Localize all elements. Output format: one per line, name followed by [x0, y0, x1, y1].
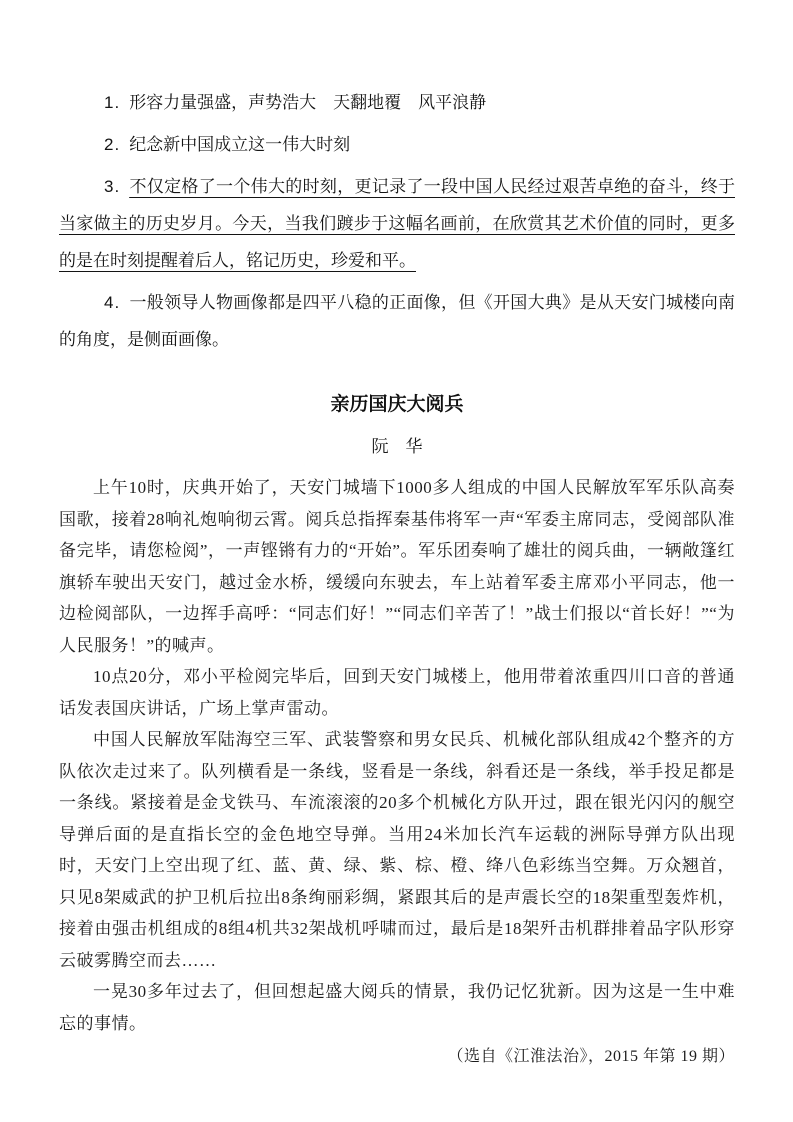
article-paragraph: 一晃30多年过去了，但回想起盛大阅兵的情景，我仍记忆犹新。因为这是一生中难忘的事情。	[59, 982, 735, 1033]
answer-number: 1.	[104, 93, 121, 112]
answer-number: 3.	[104, 177, 121, 196]
answer-text: 一般领导人物画像都是四平八稳的正面像，但《开国大典》是从天安门城楼向南的角度，是侧面画像。	[59, 293, 735, 349]
answer-item-3	[59, 168, 735, 279]
answer-item-2	[59, 126, 735, 163]
answers-section	[59, 84, 735, 358]
answer-text: 纪念新中国成立这一伟大时刻	[129, 135, 351, 154]
article-author: 阮 华	[371, 437, 423, 456]
article-paragraph: 上午10时，庆典开始了，天安门城墙下1000多人组成的中国人民解放军军乐队高奏国歌，接着28响礼炮响彻云霄。阅兵总指挥秦基伟将军一声“军委主席同志，受阅部队准备完毕，请您检阅”，一声铿锵有力的“开始”。军乐团奏响了雄壮的阅兵曲，一辆敞篷红旗轿车驶出天安门，越过金水桥，缓缓向东驶去，车上站着军委主席邓小平同志，他一边检阅部队，一边挥手高呼：“同志们好！”“同志们辛苦了！”战士们报以“首长好！”“为人民服务！”的喊声。	[59, 478, 735, 655]
answer-text-underlined: 不仅定格了一个伟大的时刻，更记录了一段中国人民经过艰苦卓绝的奋斗，终于当家做主的历史岁月。今天，当我们踱步于这幅名画前，在欣赏其艺术价值的同时，更多的是在时刻提醒着后人，铭记历史，珍爱和平。	[59, 177, 735, 270]
article-source: （选自《江淮法治》，2015 年第 19 期）	[447, 1048, 735, 1065]
answer-number: 4.	[104, 293, 121, 312]
article-body	[59, 472, 735, 1039]
answer-number: 2.	[104, 135, 121, 154]
article-paragraph: 10点20分，邓小平检阅完毕后，回到天安门城楼上，他用带着浓重四川口音的普通话发表国庆讲话，广场上掌声雷动。	[59, 667, 735, 718]
answer-text: 形容力量强盛，声势浩大 天翻地覆 风平浪静	[129, 93, 487, 112]
article-paragraph: 中国人民解放军陆海空三军、武装警察和男女民兵、机械化部队组成42个整齐的方队依次走过来了。队列横看是一条线，竖看是一条线，斜看还是一条线，举手投足都是一条线。紧接着是金戈铁马、车流滚滚的20多个机械化方队开过，跟在银光闪闪的舰空导弹后面的是直指长空的金色地空导弹。当用24米加长汽车运载的洲际导弹方队出现时，天安门上空出现了红、蓝、黄、绿、紫、棕、橙、绛八色彩练当空舞。万众翘首，只见8架威武的护卫机后拉出8条绚丽彩绸，紧跟其后的是声震长空的18架重型轰炸机，接着由强击机组成的8组4机共32架战机呼啸而过，最后是18架歼击机群排着品字队形穿云破雾腾空而去……	[59, 730, 735, 970]
answer-item-1	[59, 84, 735, 121]
article-title: 亲历国庆大阅兵	[330, 394, 464, 415]
answer-item-4	[59, 284, 735, 358]
